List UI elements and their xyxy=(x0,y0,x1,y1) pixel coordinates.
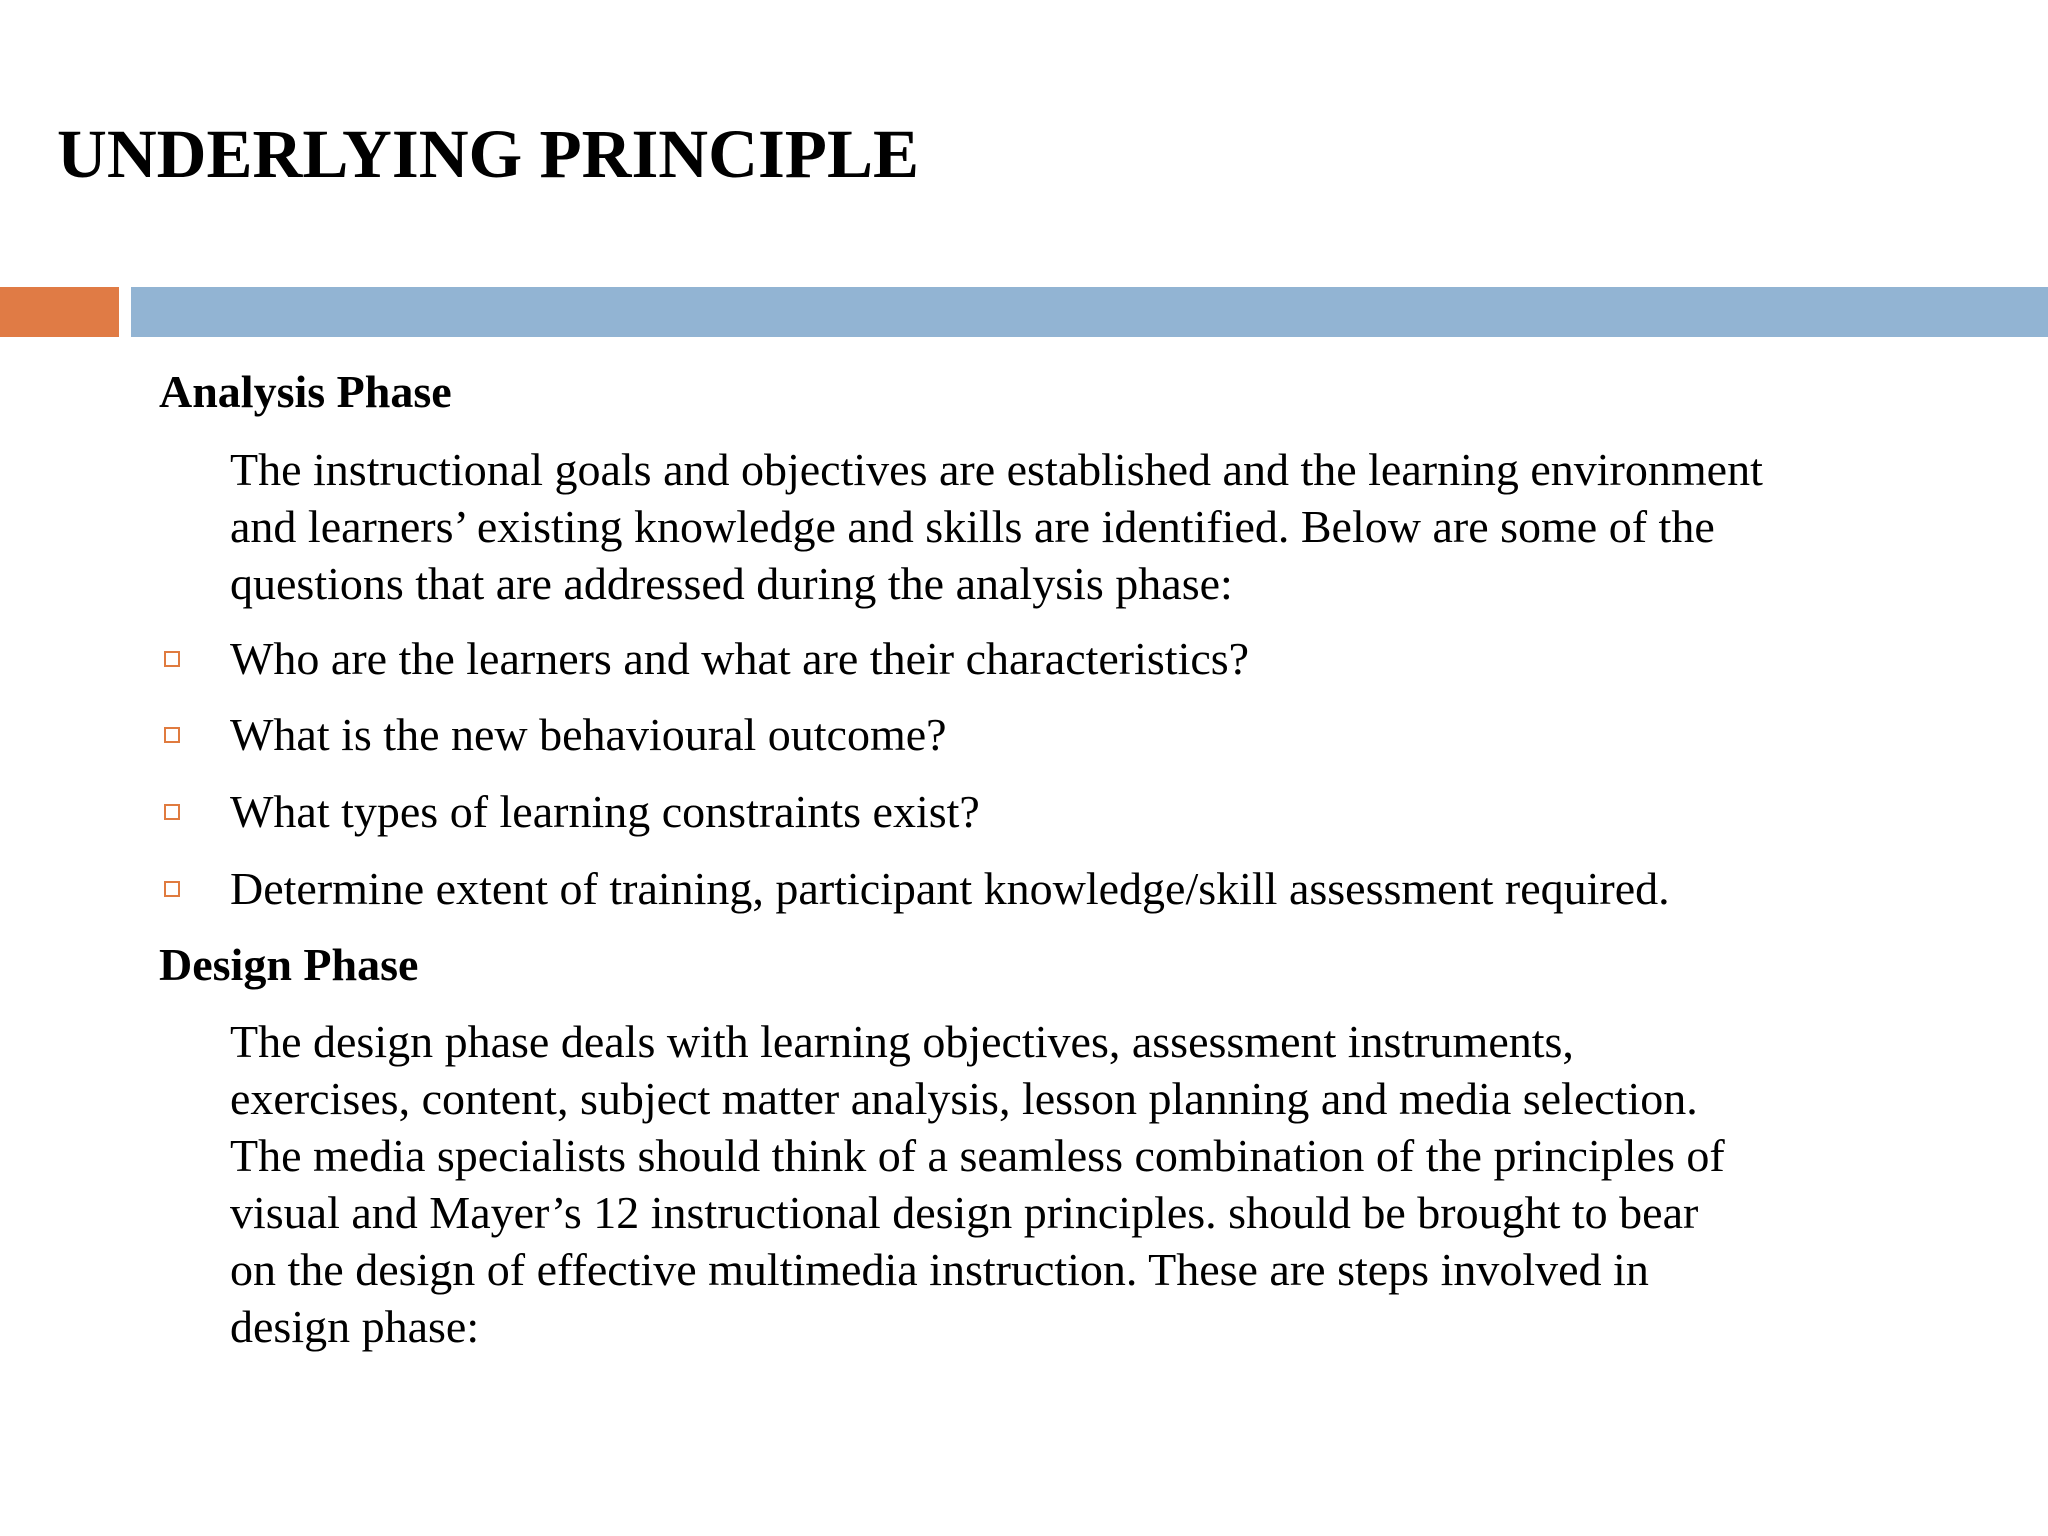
paragraph-line: and learners’ existing knowledge and skills are identified. Below are some of the xyxy=(230,501,1715,552)
square-bullet-icon xyxy=(164,881,180,897)
bullet-item xyxy=(159,630,1999,690)
bullet-item xyxy=(159,860,1999,920)
bullet-text: What types of learning constraints exist? xyxy=(230,786,980,837)
slide-title: UNDERLYING PRINCIPLE xyxy=(57,116,919,192)
paragraph-line: design phase: xyxy=(230,1301,480,1352)
bullet-text: Determine extent of training, participant knowledge/skill assessment required. xyxy=(230,863,1670,914)
square-bullet-icon xyxy=(164,727,180,743)
paragraph-line: exercises, content, subject matter analysis, lesson planning and media selection. xyxy=(230,1073,1698,1124)
bullet-item xyxy=(159,706,1999,766)
paragraph-line: on the design of effective multimedia instruction. These are steps involved in xyxy=(230,1244,1649,1295)
analysis-phase-paragraph xyxy=(230,441,2010,612)
bullet-item xyxy=(159,783,1999,843)
paragraph-line: The media specialists should think of a seamless combination of the principles of xyxy=(230,1130,1725,1181)
paragraph-line: The instructional goals and objectives are established and the learning environment xyxy=(230,444,1763,495)
square-bullet-icon xyxy=(164,651,180,667)
analysis-phase-heading: Analysis Phase xyxy=(159,366,452,417)
paragraph-line: The design phase deals with learning objectives, assessment instruments, xyxy=(230,1016,1574,1067)
square-bullet-icon xyxy=(164,804,180,820)
paragraph-line: questions that are addressed during the analysis phase: xyxy=(230,558,1233,609)
design-phase-paragraph xyxy=(230,1013,2010,1355)
paragraph-line: visual and Mayer’s 12 instructional design principles. should be brought to bear xyxy=(230,1187,1699,1238)
bullet-text: What is the new behavioural outcome? xyxy=(230,709,947,760)
bullet-text: Who are the learners and what are their characteristics? xyxy=(230,633,1250,684)
design-phase-heading: Design Phase xyxy=(159,939,419,990)
